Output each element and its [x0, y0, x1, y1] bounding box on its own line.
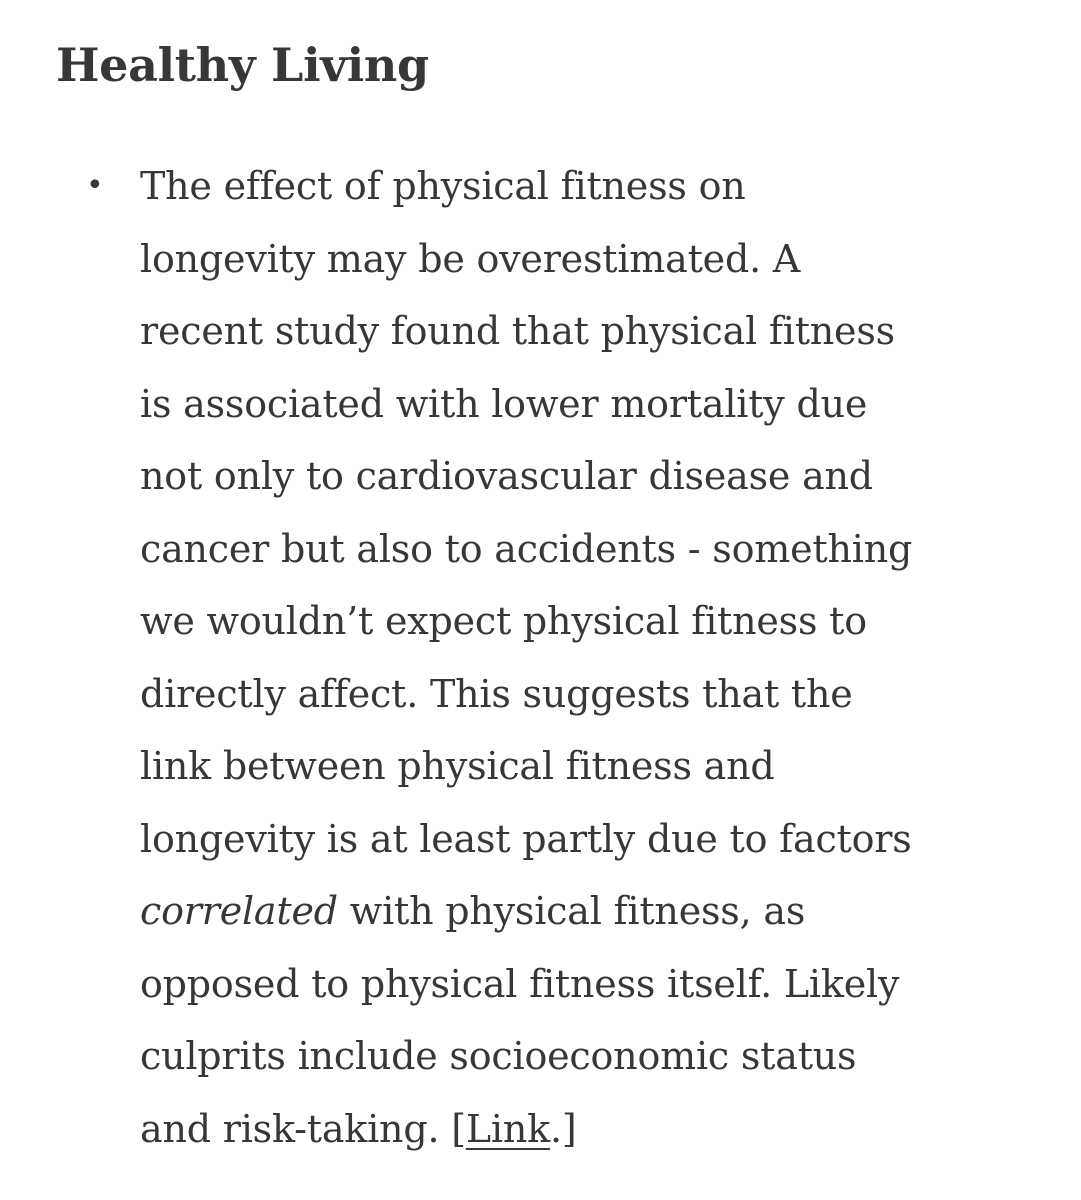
- text-line-3: recent study found that physical fitness: [140, 309, 895, 353]
- bullet-icon: •: [86, 168, 104, 203]
- text-line-14: [140, 1093, 1040, 1166]
- text-line-1: The effect of physical fitness on: [140, 164, 746, 208]
- text-line-8: directly affect. This suggests that the: [140, 671, 853, 716]
- bullet-list: [0, 150, 1040, 1165]
- text-line-4: is associated with lower mortality due: [140, 381, 868, 426]
- text-line-10: longevity is at least partly due to factors: [140, 816, 912, 861]
- text-line-14-start: and risk-taking. [: [140, 1106, 466, 1151]
- text-line-6: cancer but also to accidents - something: [140, 526, 913, 571]
- emphasis-correlated: correlated: [140, 889, 338, 933]
- source-link[interactable]: Link: [465, 1106, 550, 1151]
- text-line-9: link between physical fitness and: [140, 744, 775, 788]
- text-line-7: we wouldn’t expect physical fitness to: [140, 599, 867, 643]
- text-line-11-rest: with physical fitness, as: [337, 889, 806, 933]
- text-line-12: opposed to physical fitness itself. Likely: [140, 961, 900, 1006]
- text-line-13: culprits include socioeconomic status: [140, 1034, 857, 1078]
- text-line-2: longevity may be overestimated. A: [140, 236, 801, 281]
- text-line-14-end: .]: [549, 1106, 577, 1151]
- section-heading: Healthy Living: [56, 38, 429, 92]
- text-line-11: [140, 875, 1040, 948]
- text-line-5: not only to cardiovascular disease and: [140, 454, 873, 498]
- list-item: [0, 150, 1040, 1165]
